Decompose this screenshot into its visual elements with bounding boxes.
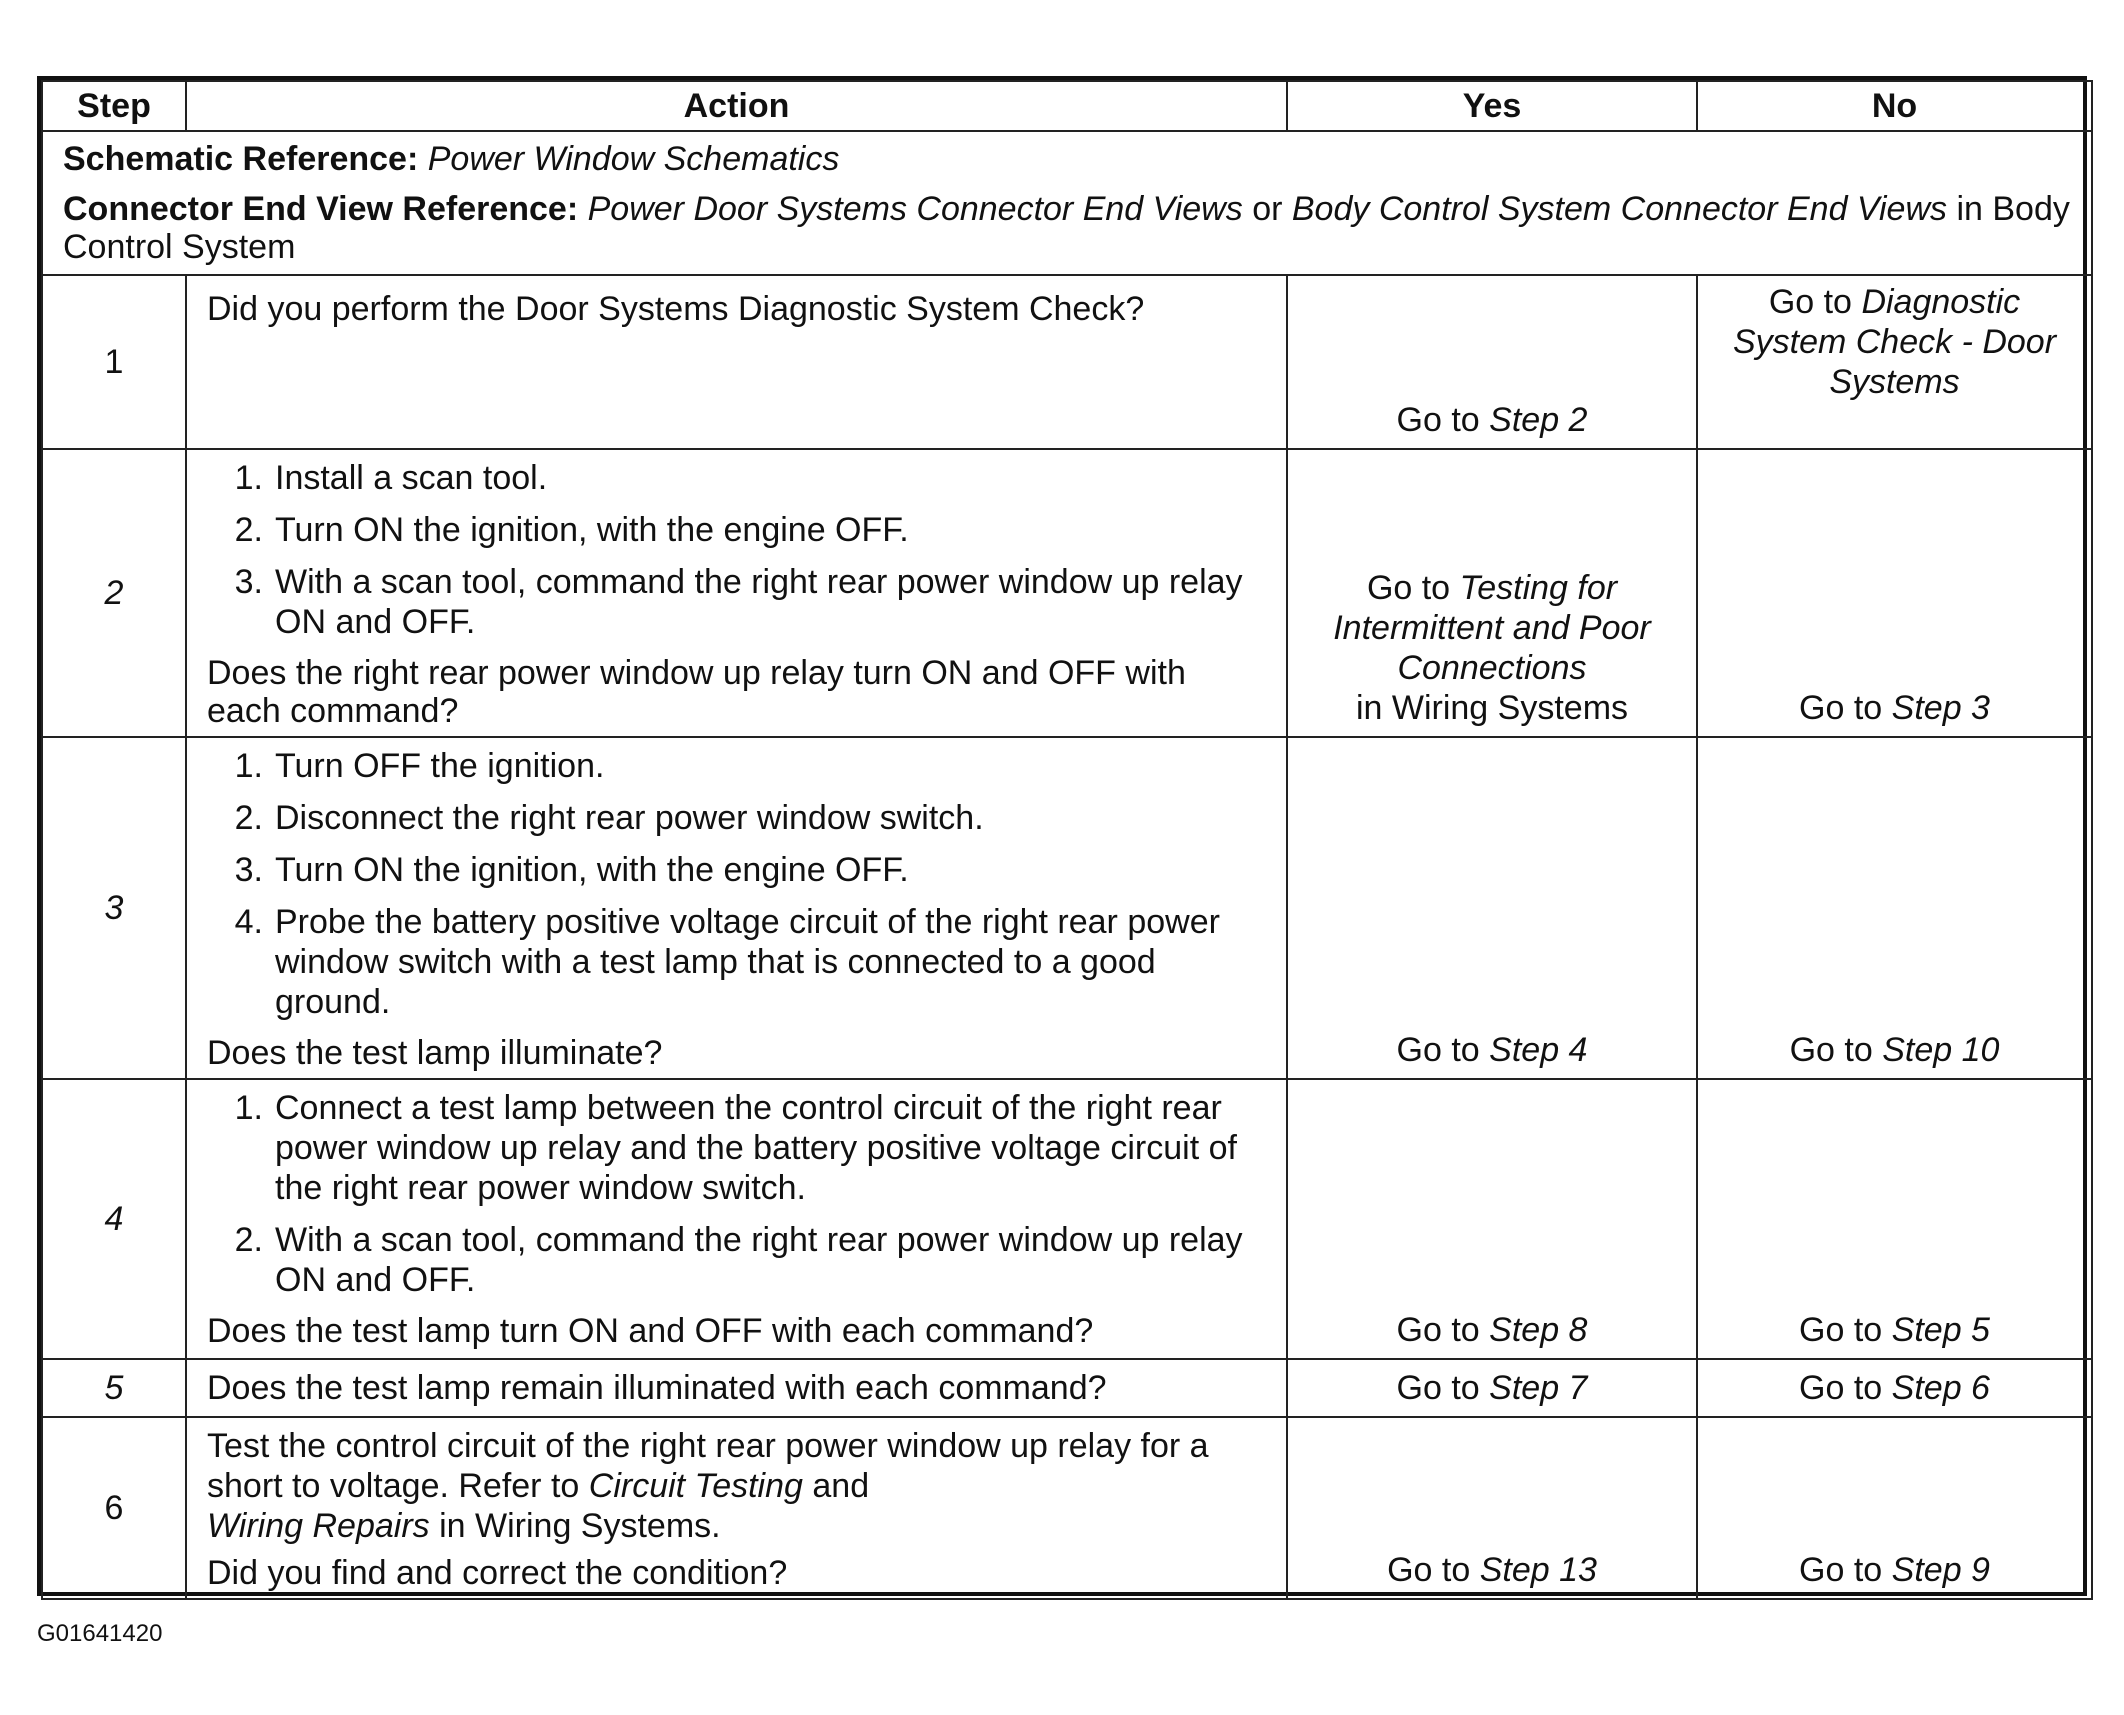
connector-reference-or: or — [1252, 190, 1283, 228]
no-prefix: Go to — [1799, 1551, 1883, 1589]
no-cell[interactable] — [1697, 1359, 2092, 1417]
yes-cell[interactable] — [1287, 1417, 1697, 1599]
no-link[interactable]: Step 5 — [1891, 1311, 1990, 1349]
action-paragraph — [207, 1426, 1266, 1546]
step-row-5 — [42, 1359, 2092, 1417]
no-link[interactable]: Step 10 — [1882, 1031, 2000, 1069]
yes-link[interactable]: Step 4 — [1489, 1031, 1588, 1069]
action-cell — [186, 449, 1287, 737]
list-item: 3. With a scan tool, command the right rear power window up relay ON and OFF. — [234, 563, 1243, 641]
yes-prefix: Go to — [1396, 1031, 1480, 1069]
wiring-repairs-link[interactable]: Wiring Repairs — [207, 1507, 430, 1545]
no-cell[interactable] — [1697, 1417, 2092, 1599]
action-question: Does the test lamp illuminate? — [207, 1034, 663, 1072]
yes-link[interactable]: Step 8 — [1489, 1311, 1588, 1349]
yes-link[interactable]: Step 7 — [1489, 1369, 1588, 1407]
action-cell — [186, 1079, 1287, 1359]
step-number-text: 4 — [104, 1200, 124, 1238]
action-text: and — [812, 1467, 870, 1505]
step-number — [42, 1079, 186, 1359]
step-number: 6 — [42, 1417, 186, 1599]
figure-id: G01641420 — [37, 1620, 163, 1647]
diagnostic-table — [41, 80, 2093, 1600]
yes-cell[interactable] — [1287, 449, 1697, 737]
action-question: Does the right rear power window up relay turn ON and OFF with each command? — [207, 654, 1186, 730]
yes-link[interactable]: Step 2 — [1489, 401, 1588, 439]
reference-row — [42, 131, 2092, 275]
action-list — [207, 458, 1266, 642]
no-link[interactable]: Diagnostic System Check - Door Systems — [1732, 283, 2057, 401]
no-cell[interactable] — [1697, 275, 2092, 449]
list-item-text: Disconnect the right rear power window switch. — [275, 799, 984, 837]
no-link[interactable]: Step 3 — [1891, 689, 1990, 727]
action-question: Did you find and correct the condition? — [207, 1554, 788, 1592]
yes-cell[interactable] — [1287, 1359, 1697, 1417]
step-number: 1 — [42, 275, 186, 449]
action-text: Test the control circuit of the right rear power window up relay for a short to voltage. Refer to — [207, 1427, 1209, 1505]
action-list — [207, 746, 1266, 1022]
step-number — [42, 1359, 186, 1417]
yes-cell[interactable] — [1287, 1079, 1697, 1359]
action-cell — [186, 1417, 1287, 1599]
action-question: Does the test lamp turn ON and OFF with each command? — [207, 1312, 1094, 1350]
no-cell[interactable] — [1697, 737, 2092, 1079]
step-number-text: 3 — [104, 889, 124, 927]
diagnostic-table-frame — [37, 76, 2087, 1596]
action-list — [207, 1088, 1266, 1300]
no-prefix: Go to — [1789, 1031, 1873, 1069]
yes-prefix: Go to — [1396, 1369, 1480, 1407]
step-row-1 — [42, 275, 2092, 449]
step-header: Step — [42, 81, 186, 131]
list-item-text: Connect a test lamp between the control circuit of the right rear power window up relay and the battery positive voltage circuit of the right rear power window switch. — [275, 1089, 1237, 1207]
list-item: 2. With a scan tool, command the right rear power window up relay ON and OFF. — [234, 1221, 1243, 1299]
list-item-text: Install a scan tool. — [275, 459, 548, 497]
connector-reference-link-1[interactable]: Power Door Systems Connector End Views — [587, 190, 1243, 228]
connector-reference-link-2[interactable]: Body Control System Connector End Views — [1291, 190, 1948, 228]
yes-link[interactable]: Step 13 — [1479, 1551, 1597, 1589]
no-prefix: Go to — [1799, 1369, 1883, 1407]
header-row — [42, 81, 2092, 131]
yes-prefix: Go to — [1366, 569, 1451, 607]
list-item: 2. Disconnect the right rear power window switch. — [234, 799, 984, 837]
yes-link[interactable]: Testing for Intermittent and Poor Connections — [1333, 569, 1651, 687]
list-item: 1. Turn OFF the ignition. — [234, 747, 605, 785]
yes-prefix: Go to — [1387, 1551, 1471, 1589]
list-item-text: With a scan tool, command the right rear power window up relay ON and OFF. — [275, 1221, 1243, 1299]
action-cell — [186, 737, 1287, 1079]
list-item: 3. Turn ON the ignition, with the engine OFF. — [234, 851, 909, 889]
action-text: in Wiring Systems. — [439, 1507, 721, 1545]
yes-prefix: Go to — [1396, 401, 1480, 439]
no-header: No — [1697, 81, 2092, 131]
step-number-text: 2 — [104, 574, 124, 612]
list-item: 4. Probe the battery positive voltage circuit of the right rear power window switch with a test lamp that is connected to a good ground. — [234, 903, 1220, 1021]
step-row-2 — [42, 449, 2092, 737]
step-row-6 — [42, 1417, 2092, 1599]
action-cell — [186, 275, 1287, 449]
action-cell — [186, 1359, 1287, 1417]
no-prefix: Go to — [1799, 689, 1883, 727]
list-item-text: Turn OFF the ignition. — [275, 747, 605, 785]
no-cell[interactable] — [1697, 449, 2092, 737]
no-prefix: Go to — [1799, 1311, 1883, 1349]
reference-cell — [42, 131, 2092, 275]
step-number — [42, 449, 186, 737]
list-item: 1. Install a scan tool. — [234, 459, 548, 497]
step-row-3 — [42, 737, 2092, 1079]
list-item-text: With a scan tool, command the right rear power window up relay ON and OFF. — [275, 563, 1243, 641]
yes-prefix: Go to — [1396, 1311, 1480, 1349]
yes-header: Yes — [1287, 81, 1697, 131]
action-question: Does the test lamp remain illuminated with each command? — [207, 1369, 1107, 1407]
action-question: Did you perform the Door Systems Diagnostic System Check? — [207, 290, 1145, 328]
list-item-text: Turn ON the ignition, with the engine OFF. — [275, 511, 909, 549]
step-number-text: 5 — [104, 1369, 124, 1407]
list-item-text: Turn ON the ignition, with the engine OFF. — [275, 851, 909, 889]
schematic-reference-link[interactable]: Power Window Schematics — [427, 140, 840, 178]
connector-reference-suffix: in Body Control System — [63, 190, 2070, 266]
list-item-text: Probe the battery positive voltage circuit of the right rear power window switch with a test lamp that is connected to a good ground. — [275, 903, 1220, 1021]
no-link[interactable]: Step 6 — [1891, 1369, 1990, 1407]
no-cell[interactable] — [1697, 1079, 2092, 1359]
action-header: Action — [186, 81, 1287, 131]
yes-cell[interactable] — [1287, 737, 1697, 1079]
yes-suffix: in Wiring Systems — [1355, 689, 1629, 727]
schematic-reference-label: Schematic Reference: — [63, 140, 419, 178]
no-link[interactable]: Step 9 — [1891, 1551, 1990, 1589]
step-number — [42, 737, 186, 1079]
circuit-testing-link[interactable]: Circuit Testing — [588, 1467, 803, 1505]
list-item: 2. Turn ON the ignition, with the engine OFF. — [234, 511, 909, 549]
step-row-4 — [42, 1079, 2092, 1359]
list-item: 1. Connect a test lamp between the control circuit of the right rear power window up relay and the battery positive voltage circuit of the right rear power window switch. — [234, 1089, 1237, 1207]
yes-cell[interactable] — [1287, 275, 1697, 449]
connector-reference-label: Connector End View Reference: — [63, 190, 579, 228]
no-prefix: Go to — [1768, 283, 1852, 321]
